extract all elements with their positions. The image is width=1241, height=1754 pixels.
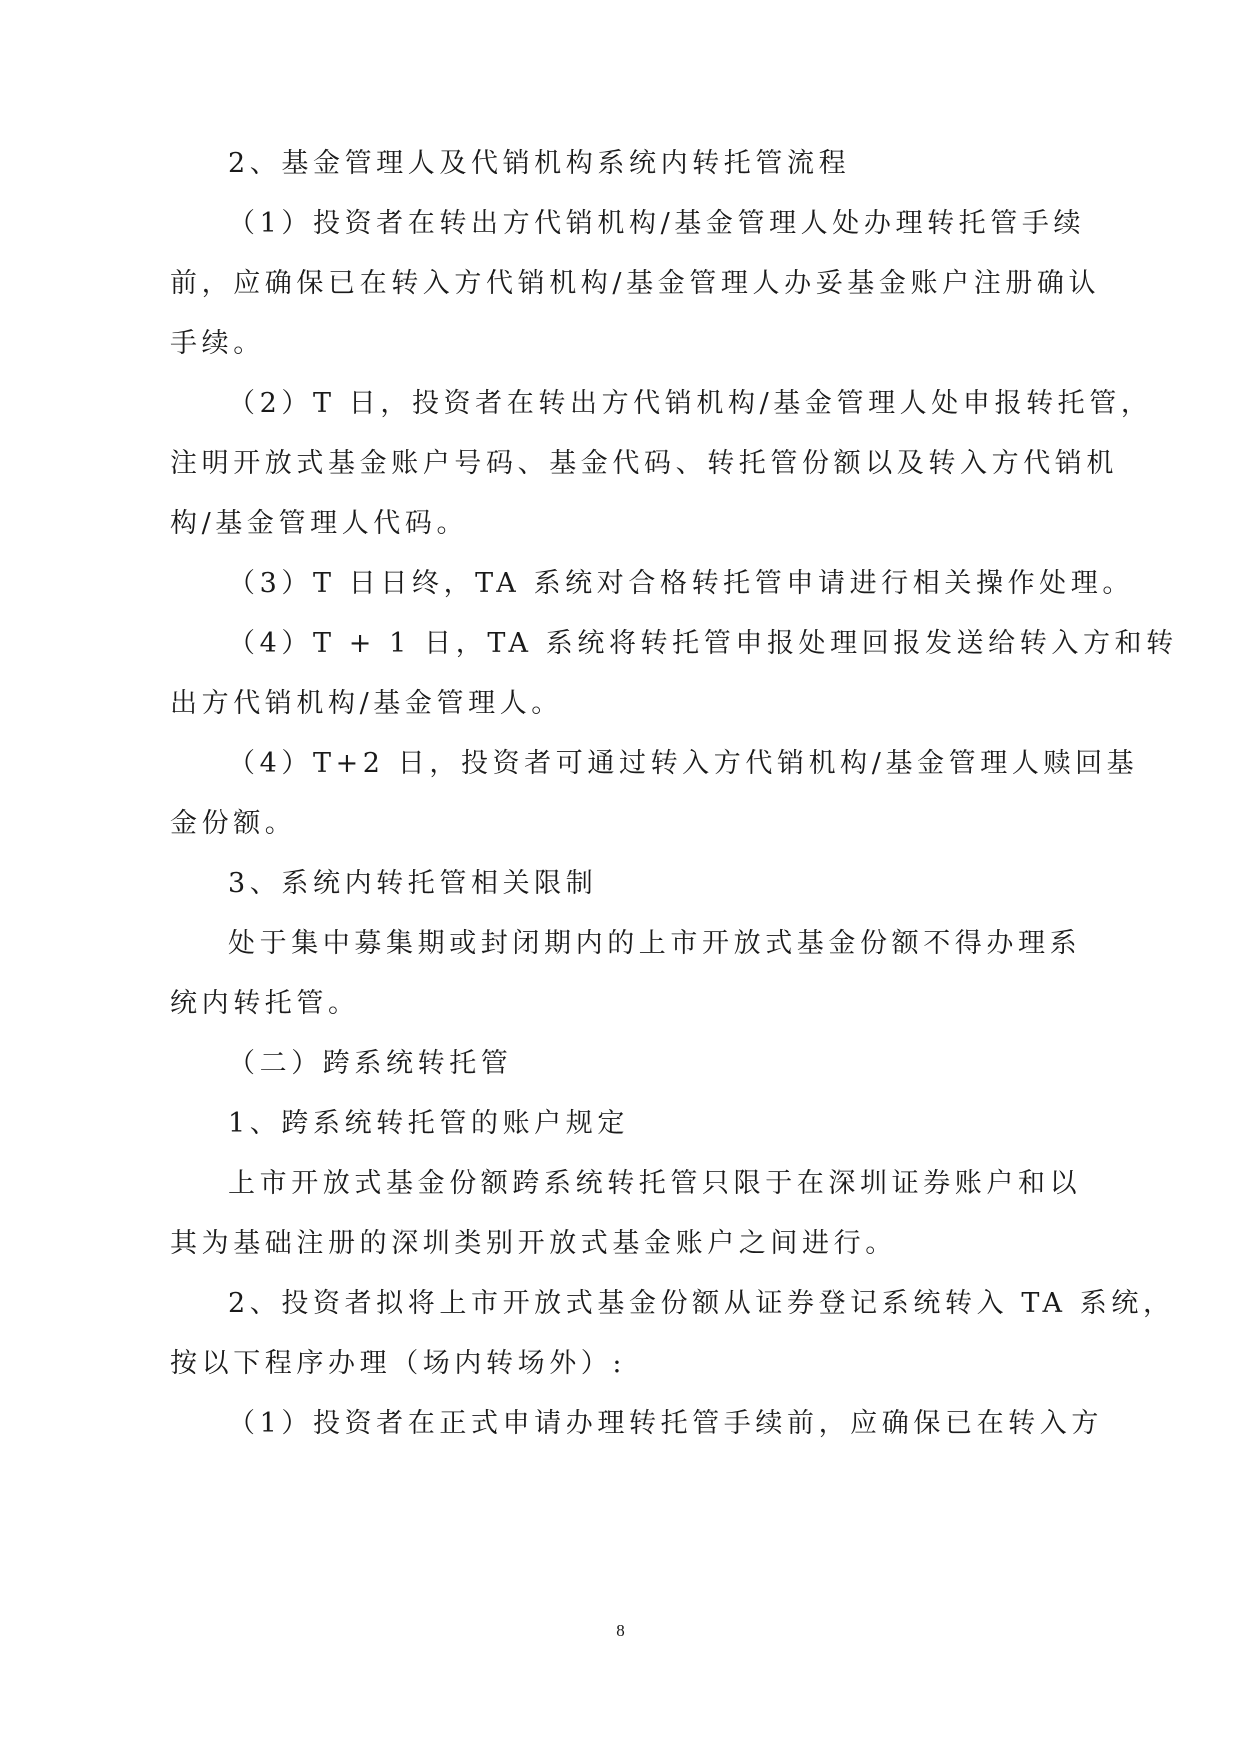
paragraph-line: （4）T+2 日，投资者可通过转入方代销机构/基金管理人赎回基 [228, 748, 1139, 779]
paragraph-line: 上市开放式基金份额跨系统转托管只限于在深圳证券账户和以 [228, 1168, 1082, 1199]
paragraph-line: 出方代销机构/基金管理人。 [170, 688, 563, 719]
paragraph-line: 前，应确保已在转入方代销机构/基金管理人办妥基金账户注册确认 [170, 268, 1101, 299]
paragraph-line: 其为基础注册的深圳类别开放式基金账户之间进行。 [170, 1228, 897, 1259]
paragraph-line: （3）T 日日终，TA 系统对合格转托管申请进行相关操作处理。 [228, 568, 1134, 599]
paragraph-line: （2）T 日，投资者在转出方代销机构/基金管理人处申报转托管， [228, 388, 1153, 419]
paragraph-line: （4）T + 1 日，TA 系统将转托管申报处理回报发送给转入方和转 [228, 628, 1178, 659]
paragraph-line: 统内转托管。 [170, 988, 360, 1019]
paragraph-line: 处于集中募集期或封闭期内的上市开放式基金份额不得办理系 [228, 928, 1082, 959]
section-heading: 1、跨系统转托管的账户规定 [228, 1108, 629, 1139]
paragraph-line: （1）投资者在正式申请办理转托管手续前，应确保已在转入方 [228, 1408, 1103, 1439]
paragraph-line: 注明开放式基金账户号码、基金代码、转托管份额以及转入方代销机 [170, 448, 1118, 479]
paragraph-line: 金份额。 [170, 808, 297, 839]
paragraph-line: 2、投资者拟将上市开放式基金份额从证券登记系统转入 TA 系统， [228, 1288, 1175, 1319]
section-heading: （二）跨系统转托管 [228, 1048, 513, 1079]
page-number: 8 [616, 1621, 625, 1640]
section-heading: 3、系统内转托管相关限制 [228, 868, 598, 899]
paragraph-line: 按以下程序办理（场内转场外）: [170, 1348, 627, 1379]
paragraph-line: 构/基金管理人代码。 [170, 508, 469, 539]
paragraph-line: （1）投资者在转出方代销机构/基金管理人处办理转托管手续 [228, 208, 1086, 239]
paragraph-line: 手续。 [170, 328, 265, 359]
section-heading: 2、基金管理人及代销机构系统内转托管流程 [228, 148, 851, 179]
